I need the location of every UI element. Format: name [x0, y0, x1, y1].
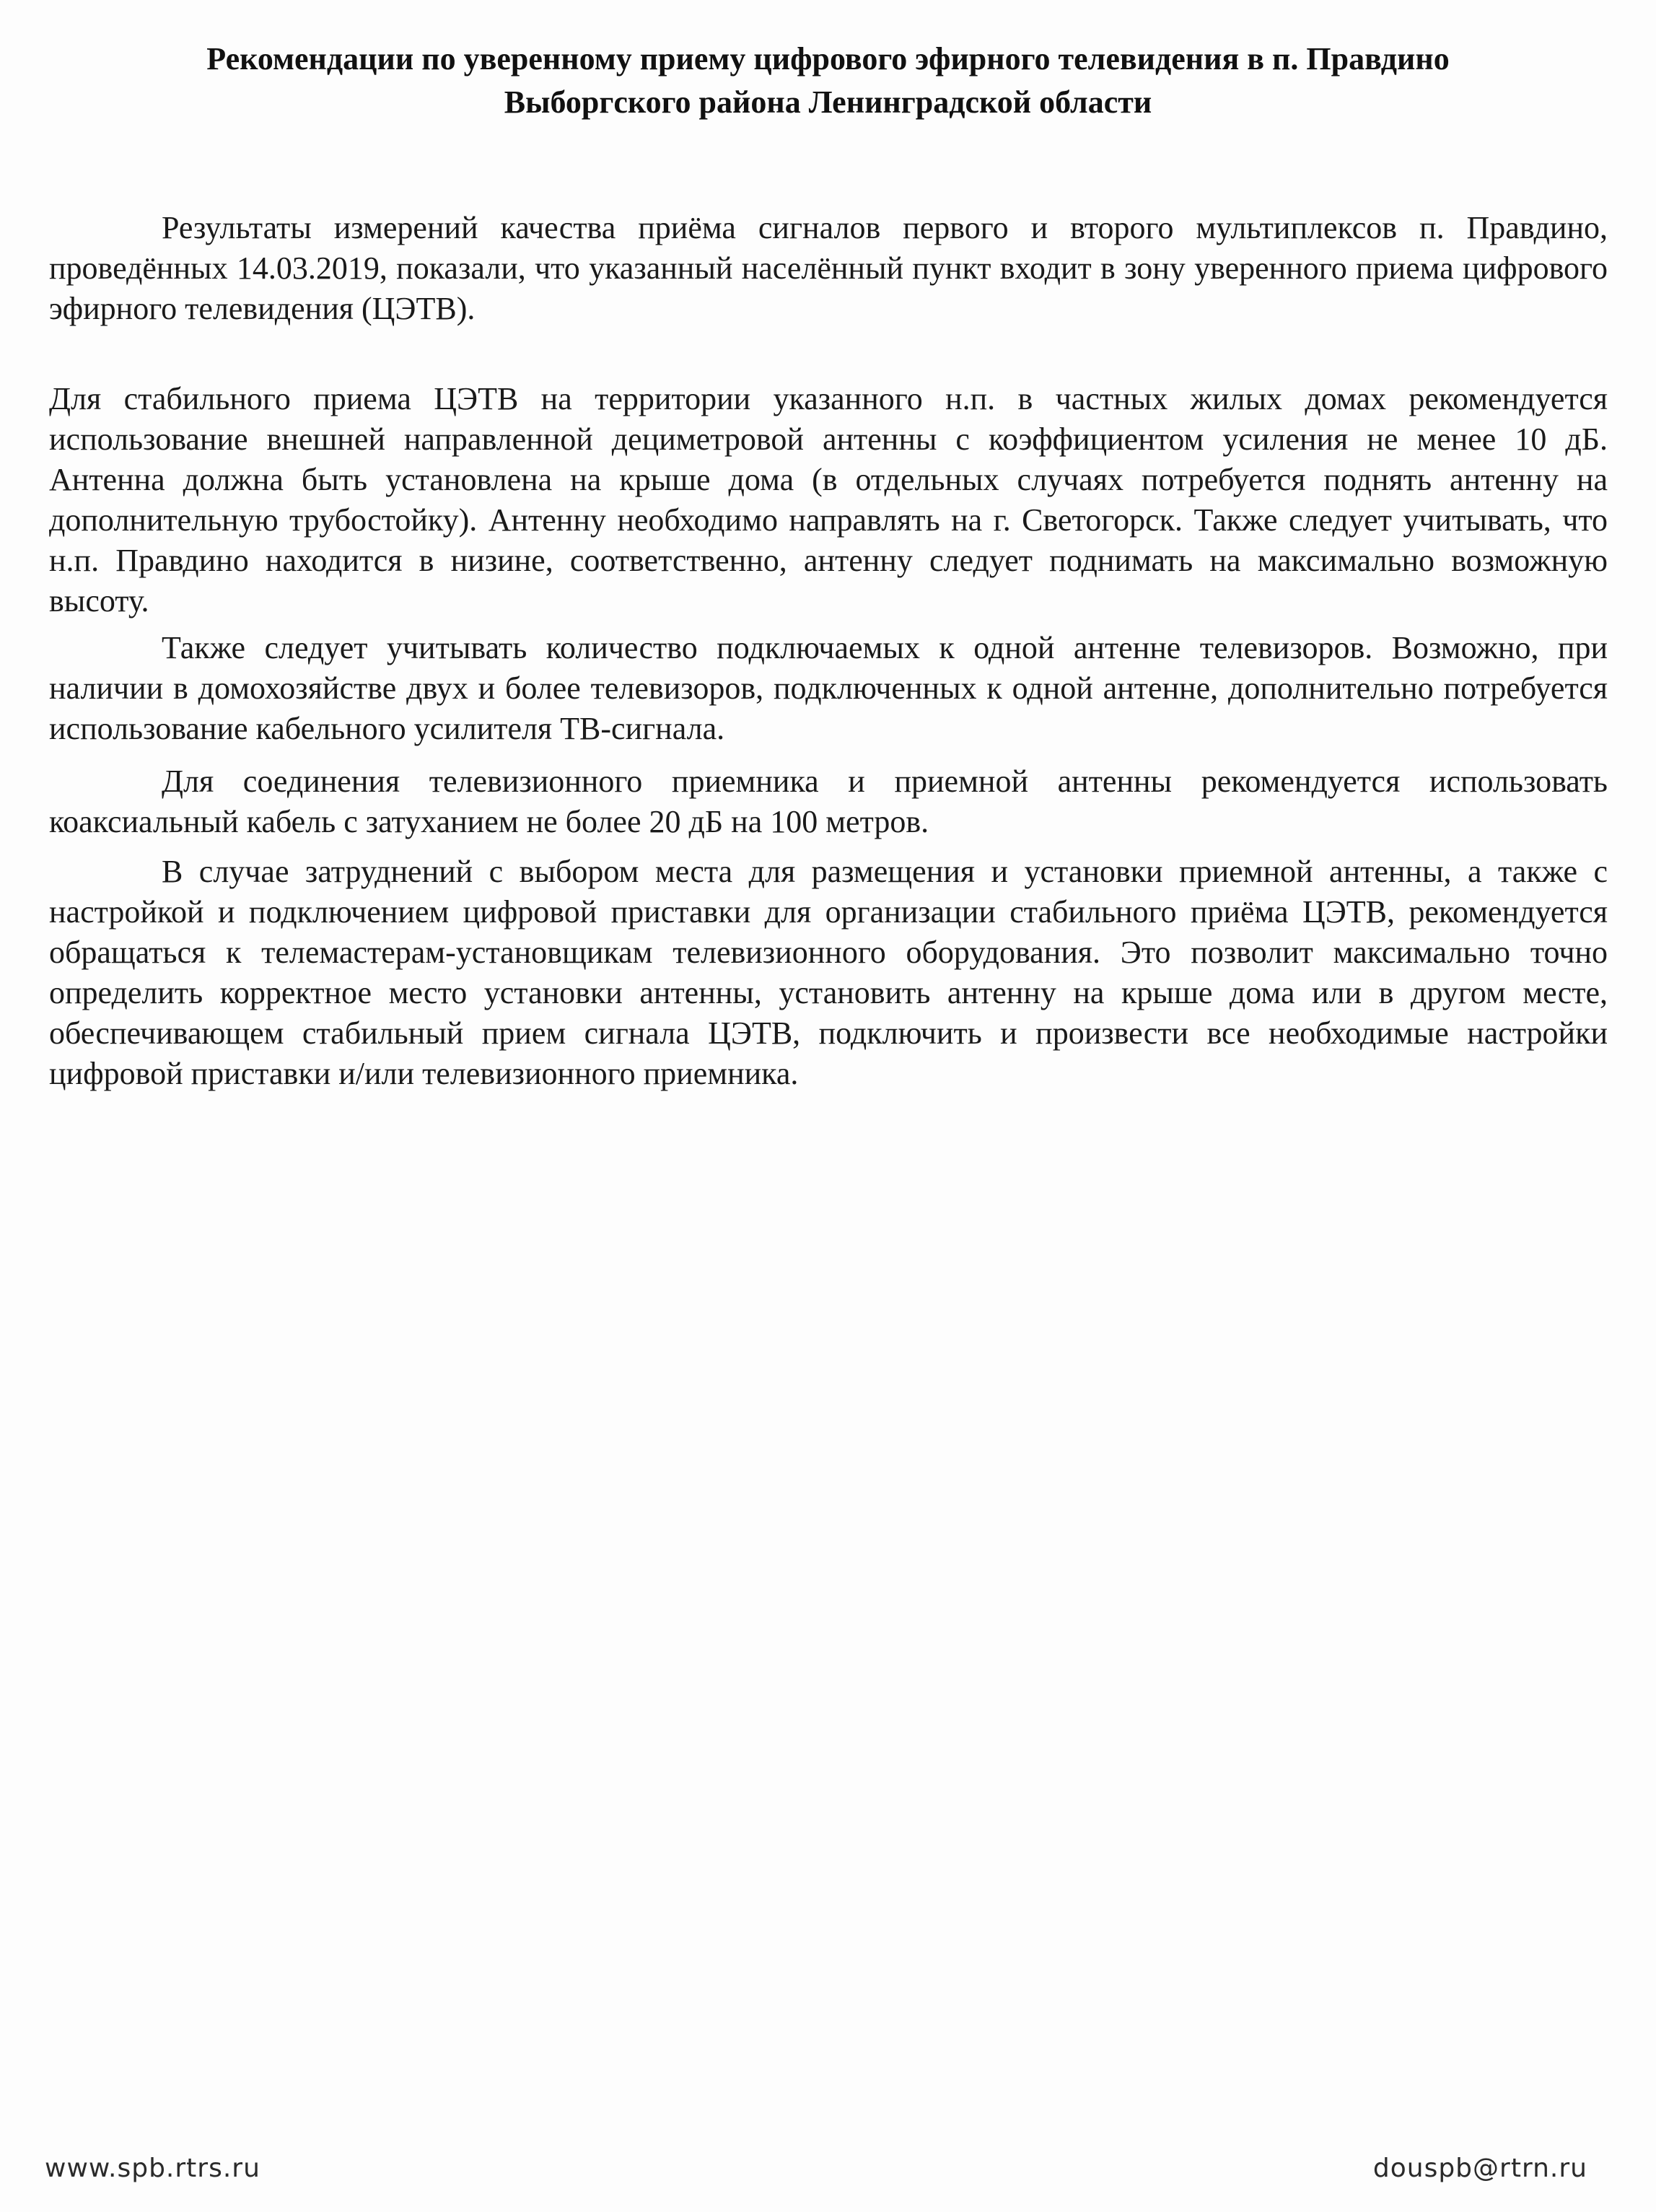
title-line-2: Выборгского района Ленинградской области	[504, 84, 1152, 120]
paragraph-technician-advice: В случае затруднений с выбором места для размещения и установки приемной антенны, а также с настройкой и подключением цифровой приставки для организации стабильного приёма ЦЭТВ, рекомендуется обращаться к телемастерам-установщикам телевизионного оборудования. Это позволит максимально точно определить корректное место установки антенны, установить антенну на крыше дома или в другом месте, обеспечивающем стабильный прием сигнала ЦЭТВ, подключить и произвести все необходимые настройки цифровой приставки и/или телевизионного приемника.	[49, 854, 1608, 1091]
footer-email: douspb@rtrn.ru	[1372, 2154, 1587, 2183]
title-line-1: Рекомендации по уверенному приему цифрового эфирного телевидения в п. Правдино	[206, 41, 1450, 76]
footer-website: www.spb.rtrs.ru	[45, 2154, 260, 2183]
paragraph-coaxial-cable: Для соединения телевизионного приемника и приемной антенны рекомендуется использовать коаксиальный кабель с затуханием не более 20 дБ на 100 метров.	[49, 764, 1608, 839]
paragraph-antenna-recommendation: Для стабильного приема ЦЭТВ на территории указанного н.п. в частных жилых домах рекомендуется использование внешней направленной дециметровой антенны с коэффициентом усиления не менее 10 дБ. Антенна должна быть установлена на крыше дома (в отдельных случаях потребуется поднять антенну на дополнительную трубостойку). Антенну необходимо направлять на г. Светогорск. Также следует учитывать, что н.п. Правдино находится в низине, соответственно, антенну следует поднимать на максимально возможную высоту.	[49, 381, 1608, 618]
paragraph-tv-count: Также следует учитывать количество подключаемых к одной антенне телевизоров. Возможно, при наличии в домохозяйстве двух и более телевизоров, подключенных к одной антенне, дополнительно потребуется использование кабельного усилителя ТВ-сигнала.	[49, 630, 1608, 746]
document-title	[43, 38, 1613, 124]
paragraph-measurement-results: Результаты измерений качества приёма сигналов первого и второго мультиплексов п. Правдино, проведённых 14.03.2019, показали, что указанный населённый пункт входит в зону уверенного приема цифрового эфирного телевидения (ЦЭТВ).	[49, 210, 1608, 326]
